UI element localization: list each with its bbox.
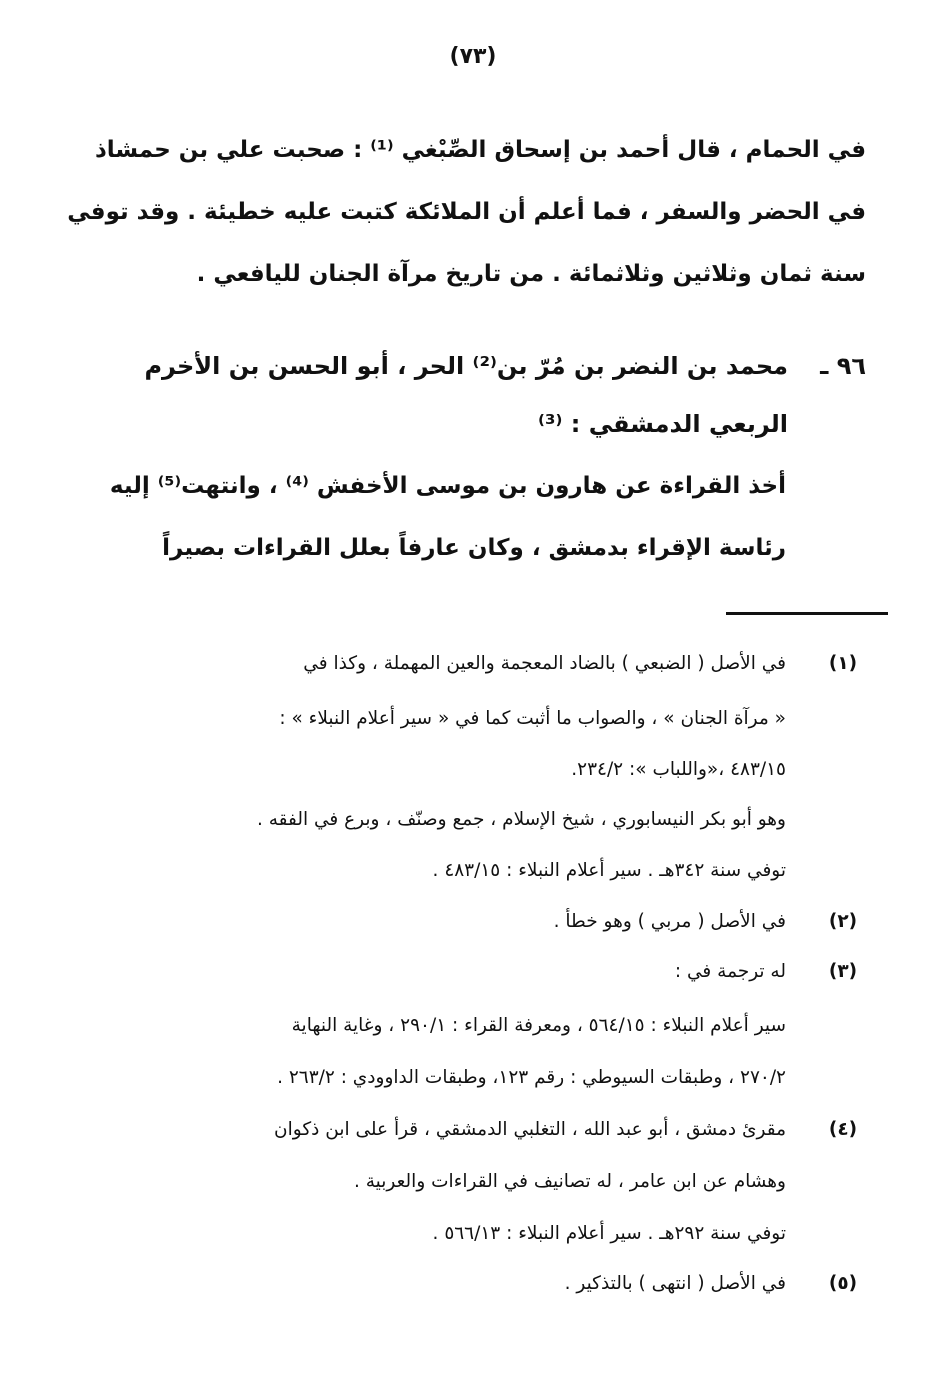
footnote-line: وهو أبو بكر النيسابوري ، شيخ الإسلام ، جمع وصنّف ، وبرع في الفقه . [256,809,786,830]
footnote-line: توفي سنة ٣٤٢هـ . سير أعلام النبلاء : ٤٨٣/١٥ . [432,860,786,881]
entry-text-line: رئاسة الإقراء بدمشق ، وكان عارفاً بعلل القراءات بصيراً [162,535,786,561]
footnote-line: له ترجمة في : [674,961,786,982]
entry-heading: محمد بن النضر بن مُرّ بن⁽²⁾ الحر ، أبو الحسن بن الأخرم [144,352,788,380]
footnote-line: في الأصل ( الضبعي ) بالضاد المعجمة والعين المهملة ، وكذا في [303,653,786,674]
footnote-line: سير أعلام النبلاء : ٥٦٤/١٥ ، ومعرفة القراء : ٢٩٠/١ ، وغاية النهاية [291,1015,786,1036]
footnote-number: (٤) [828,1119,858,1140]
body-line: في الحمام ، قال أحمد بن إسحاق الصِّبْغي ⁽¹⁾ : صحبت علي بن حمشاذ [94,137,866,163]
footnote-line: ٤٨٣/١٥ ،«واللباب »: ٢٣٤/٢. [571,759,786,780]
page-number: (٧٣) [449,44,497,69]
footnote-line: ٢٧٠/٢ ، وطبقات السيوطي : رقم ١٢٣، وطبقات الداوودي : ٢٦٣/٢ . [277,1067,786,1088]
footnote-line: وهشام عن ابن عامر ، له تصانيف في القراءات والعربية . [354,1171,786,1192]
footnote-number: (٣) [828,961,858,982]
footnote-line: « مرآة الجنان » ، والصواب ما أثبت كما في « سير أعلام النبلاء » : [279,708,786,729]
footnote-line: في الأصل ( انتهى ) بالتذكير . [564,1273,786,1294]
entry-heading-continued: الربعي الدمشقي : ⁽³⁾ [538,410,788,438]
footnote-line: توفي سنة ٢٩٢هـ . سير أعلام النبلاء : ٥٦٦/١٣ . [432,1223,786,1244]
footnote-number: (١) [828,653,858,674]
entry-number: ٩٦ ـ [820,352,866,380]
footnote-separator [726,612,888,615]
footnote-number: (٥) [828,1273,858,1294]
entry-text-line: أخذ القراءة عن هارون بن موسى الأخفش ⁽⁴⁾ ، وانتهت⁽⁵⁾ إليه [109,473,786,499]
footnote-number: (٢) [828,911,858,932]
footnote-line: مقرئ دمشق ، أبو عبد الله ، التغلبي الدمشقي ، قرأ على ابن ذكوان [274,1119,786,1140]
body-line: سنة ثمان وثلاثين وثلاثمائة . من تاريخ مرآة الجنان لليافعي . [196,261,866,287]
footnote-line: في الأصل ( مربي ) وهو خطأ . [553,911,786,932]
body-line: في الحضر والسفر ، فما أعلم أن الملائكة كتبت عليه خطيئة . وقد توفي [67,199,866,225]
